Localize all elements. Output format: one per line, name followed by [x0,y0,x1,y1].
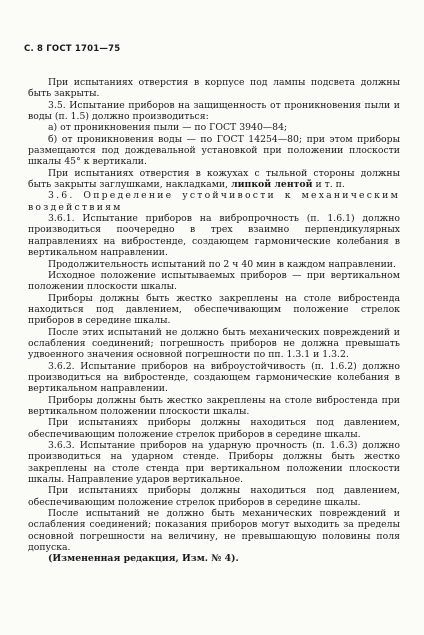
list-item-a: а) от проникновения пыли — по ГОСТ 3940—84; [48,122,288,134]
emphasis-text: липкой лентой [231,179,313,191]
section-3-6-1: 3.6.1. Испытание приборов на вибропрочность (п. 1.6.1) должно производиться поочередно в трех взаимно перпендикулярных направлениях на вибростенде, создающем гармонические колебания в вертикальном направлении. [28,213,400,259]
list-item-b: б) от проникновения воды — по ГОСТ 14254—80; при этом приборы размещаются под дождевальной установкой при положении плоскости шкалы 45° к вертикали. [28,133,400,168]
section-3-6-3: 3.6.3. Испытание приборов на ударную прочность (п. 1.6.3) должно производиться на ударном стенде. Приборы должны быть жестко закреплены на столе стенда при вертикальном положении плоскости шкалы. Направление ударов вертикальное. [28,440,400,486]
paragraph: После этих испытаний не должно быть механических повреждений и ослабления соединений; погрешность приборов не должна превышать удвоенного значения основной погрешности по пп. 1.3.1 и 1.3.2. [28,326,400,361]
paragraph: После испытаний не должно быть механических повреждений и ослабления соединений; показания приборов могут выходить за пределы основной погрешности на величину, не превышающую половины поля допуска. [28,508,400,554]
paragraph: Приборы должны быть жестко закреплены на столе вибростенда находиться под давлением, обеспечивающим положение стрелок приборов в середине шкалы. [28,292,400,327]
paragraph: При испытаниях приборы должны находиться под давлением, обеспечивающим положение стрелок приборов в середине шкалы. [28,417,400,440]
section-3-6-2: 3.6.2. Испытание приборов на виброустойчивость (п. 1.6.2) должно производиться на вибростенде, создающем гармонические колебания в вертикальном направлении. [28,360,400,395]
paragraph: При испытаниях отверстия в корпусе под лампы подсвета должны быть закрыты. [28,77,400,100]
section-3-6-heading: 3.6. Определение устойчивости к механическим воздействиям [28,190,400,213]
amendment-note: (Измененная редакция, Изм. № 4). [48,553,239,565]
paragraph-text: и т. п. [315,179,345,191]
section-3-5: 3.5. Испытание приборов на защищенность от проникновения пыли и воды (п. 1.5) должно производиться: [28,99,400,123]
paragraph: Приборы должны быть жестко закреплены на столе вибростенда при вертикальном положении плоскости шкалы. [28,394,400,417]
paragraph-text: При испытаниях отверстия в кожухах с тыльной стороны должны быть закрыты заглушками, накладками, [28,167,400,191]
paragraph: Исходное положение испытываемых приборов — при вертикальном положении плоскости шкалы. [28,269,400,293]
paragraph [28,168,400,191]
page-header: С. 8 ГОСТ 1701—75 [24,44,121,54]
document-body [28,77,400,565]
paragraph: При испытаниях приборы должны находиться под давлением, обеспечивающим положение стрелок приборов в середине шкалы. [28,485,400,508]
paragraph: Продолжительность испытаний по 2 ч 40 мин в каждом направлении. [48,258,396,270]
